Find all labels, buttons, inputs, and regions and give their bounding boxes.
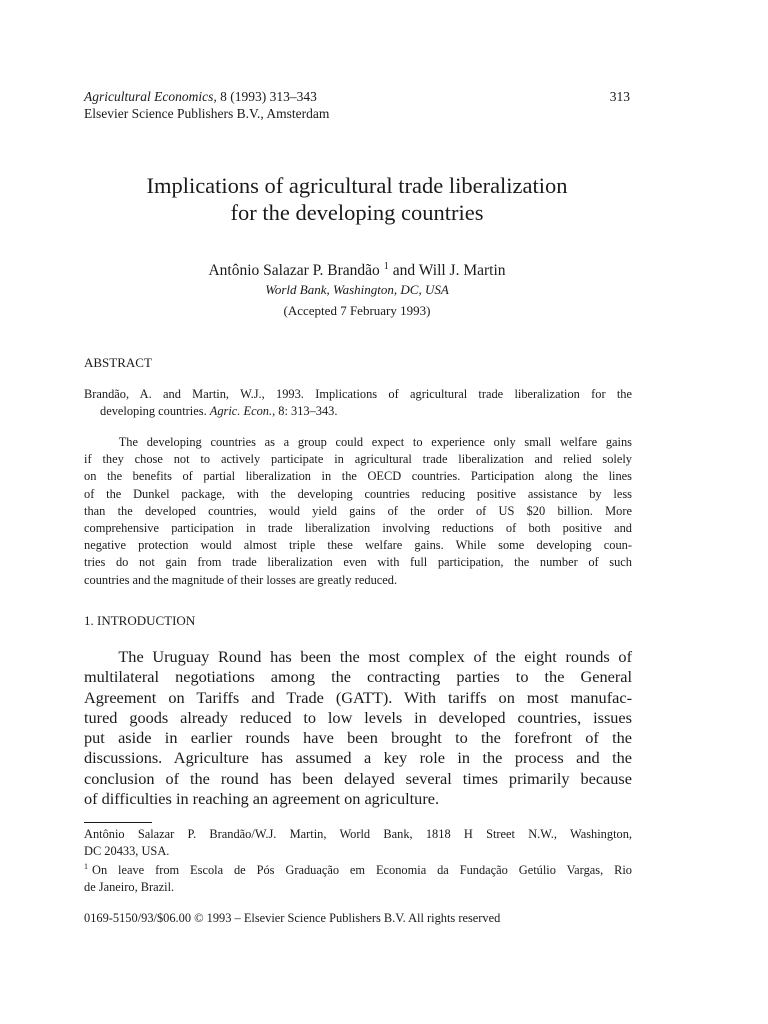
footnote-1-line-1 [84, 859, 632, 879]
abstract-line: on the benefits of partial liberalization in the OECD countries. Participation along the lines [84, 469, 632, 484]
journal-name: Agricultural Economics, [84, 89, 217, 104]
abstract-heading: ABSTRACT [84, 355, 152, 370]
intro-line: of difficulties in reaching an agreement on agriculture. [84, 789, 440, 809]
publisher: Elsevier Science Publishers B.V., Amsterdam [84, 106, 330, 121]
page-number: 313 [609, 89, 630, 104]
citation-line-2 [84, 403, 632, 420]
intro-line: The Uruguay Round has been the most complex of the eight rounds of [84, 647, 632, 666]
journal-citation [84, 88, 329, 105]
author-2: and Will J. Martin [392, 262, 506, 279]
abstract-line: of the Dunkel package, with the developing countries reducing positive assistance by less [84, 486, 632, 501]
abstract-line: if they chose not to actively participate in agricultural trade liberalization and relied solely [84, 452, 632, 467]
section-heading-introduction: 1. INTRODUCTION [84, 613, 196, 628]
address-line-2: DC 20433, USA. [84, 843, 170, 858]
title-line-1: Implications of agricultural trade liberalization [146, 173, 568, 198]
footnote-divider [84, 822, 152, 823]
abstract-citation [84, 386, 632, 420]
article-title [84, 172, 630, 226]
citation-line-1: Brandão, A. and Martin, W.J., 1993. Implications of agricultural trade liberalization for the [84, 387, 632, 401]
footnote-1-text: On leave from Escola de Pós Graduação em Economia da Fundação Getúlio Vargas, Rio [92, 863, 632, 878]
citation-journal: Agric. Econ. [209, 404, 273, 419]
affiliation: World Bank, Washington, DC, USA [265, 282, 449, 297]
abstract-line: comprehensive participation in trade liberalization involving reductions of both positive and [84, 521, 632, 536]
abstract-line: The developing countries as a group could expect to experience only small welfare gains [84, 435, 632, 449]
abstract-line: than the developed countries, would yield gains of the order of US $20 billion. More [84, 503, 632, 518]
abstract-line: countries and the magnitude of their losses are greatly reduced. [84, 572, 398, 587]
footnotes [84, 826, 632, 895]
intro-line: tured goods already reduced to low levels in developed countries, issues [84, 707, 632, 727]
journal-issue: 8 (1993) 313–343 [216, 89, 317, 104]
author-footnote-mark: 1 [383, 261, 389, 272]
footnote-1-line-2: de Janeiro, Brazil. [84, 879, 175, 894]
author-1: Antônio Salazar P. Brandão [208, 262, 380, 279]
abstract-body [84, 434, 632, 589]
copyright-notice: 0169-5150/93/$06.00 © 1993 – Elsevier Science Publishers B.V. All rights reserved [84, 911, 501, 925]
intro-line: Agreement on Tariffs and Trade (GATT). With tariffs on most manufac- [84, 687, 632, 707]
journal-header [84, 88, 329, 122]
address-line-1: Antônio Salazar P. Brandão/W.J. Martin, World Bank, 1818 H Street N.W., Washington, [84, 827, 632, 841]
intro-line: discussions. Agriculture has assumed a key role in the process and the [84, 748, 632, 768]
citation-title-end: developing countries. [100, 404, 210, 419]
footnote-1-mark: 1 [84, 862, 88, 872]
abstract-line: tries do not gain from trade liberalization even with full participation, the number of such [84, 555, 632, 570]
author-line [84, 257, 630, 281]
intro-line: conclusion of the round has been delayed several times primarily because [84, 768, 632, 788]
introduction-body [84, 647, 632, 809]
intro-line: multilateral negotiations among the contracting parties to the General [84, 667, 632, 687]
abstract-line: negative protection would almost triple these welfare gains. While some developing coun- [84, 538, 632, 553]
citation-volume: , 8: 313–343. [272, 404, 338, 419]
title-line-2: for the developing countries [230, 200, 484, 225]
accepted-date: (Accepted 7 February 1993) [283, 303, 431, 318]
intro-line: put aside in earlier rounds have been brought to the forefront of the [84, 728, 632, 748]
